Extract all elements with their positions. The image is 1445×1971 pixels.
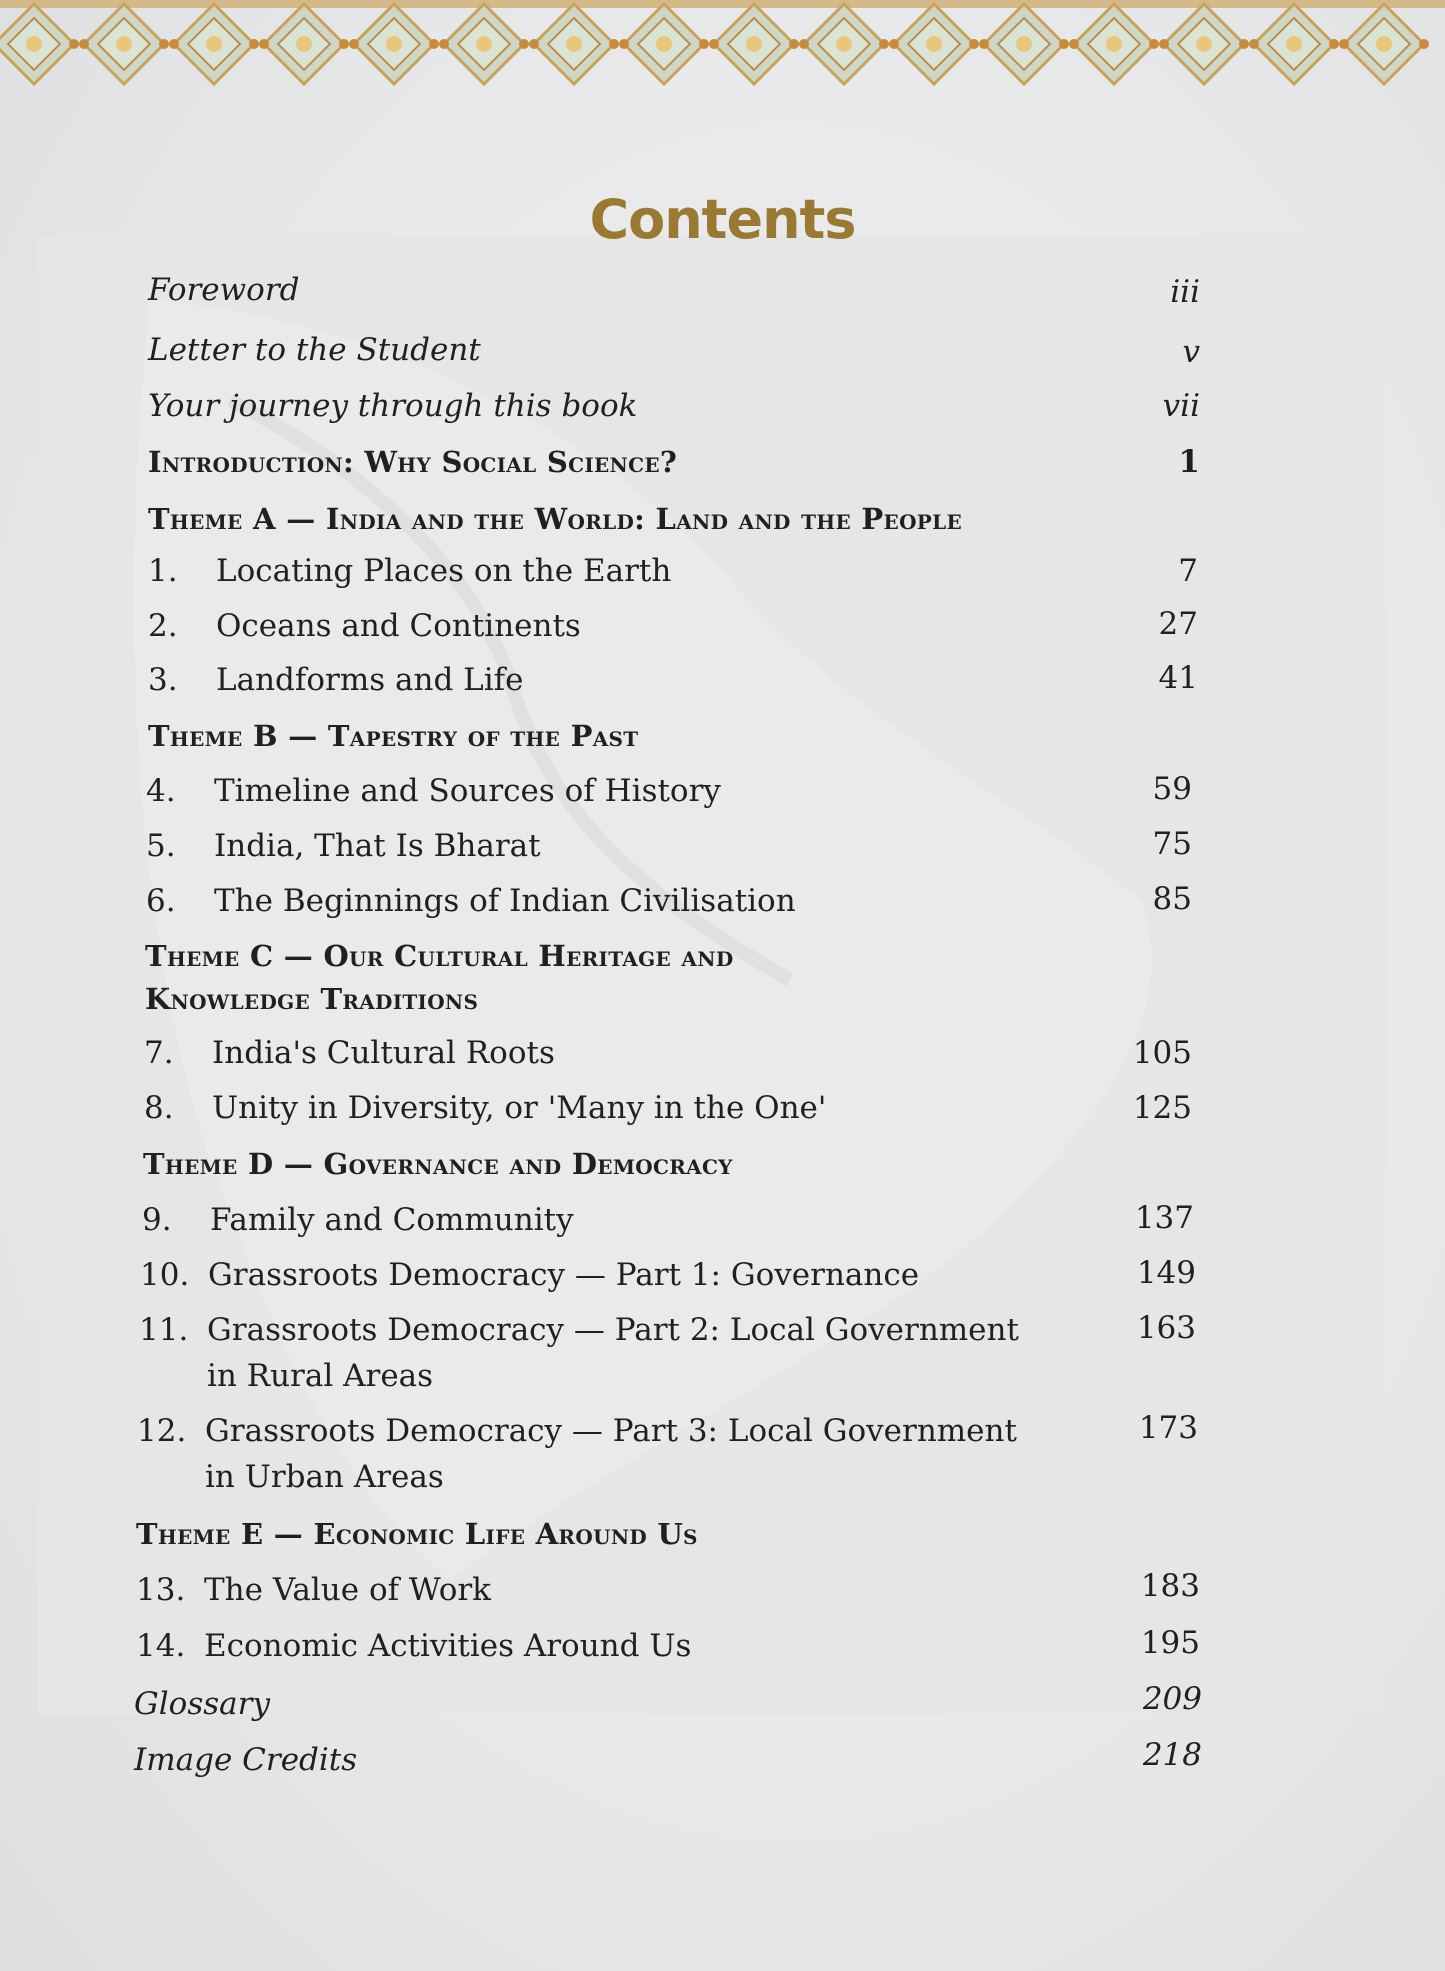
page-number: 183 (1140, 1568, 1200, 1604)
decorative-border (0, 0, 1445, 100)
page-number: 125 (1132, 1090, 1192, 1126)
theme-c-heading-line2: Knowledge Traditions (145, 982, 479, 1016)
toc-entry-introduction: Introduction: Why Social Science? (148, 445, 678, 479)
theme-d-heading: Theme D — Governance and Democracy (143, 1147, 733, 1181)
page-number: vii (1162, 388, 1200, 424)
theme-c-heading: Theme C — Our Cultural Heritage and (145, 939, 734, 973)
page-number: 27 (1158, 606, 1198, 642)
chapter-title-continued: in Rural Areas (207, 1358, 434, 1394)
page-number: 163 (1136, 1310, 1196, 1346)
page-number: 7 (1178, 553, 1198, 589)
page-number: 173 (1138, 1410, 1198, 1446)
theme-e-heading: Theme E — Economic Life Around Us (136, 1517, 698, 1551)
page-number: 41 (1158, 660, 1198, 696)
page-number: 1 (1178, 444, 1200, 480)
page-number: 209 (1142, 1681, 1202, 1717)
page-number: 85 (1152, 881, 1192, 917)
chapter-title-continued: in Urban Areas (205, 1459, 444, 1495)
page-number: 137 (1134, 1200, 1194, 1236)
theme-b-heading: Theme B — Tapestry of the Past (148, 719, 639, 753)
page-number: 105 (1132, 1035, 1192, 1071)
page-number: v (1182, 334, 1200, 370)
page-number: 59 (1152, 771, 1192, 807)
theme-a-heading: Theme A — India and the World: Land and the People (148, 502, 963, 536)
page-title: Contents (589, 188, 856, 251)
page-number: 218 (1142, 1737, 1202, 1773)
page-number: iii (1170, 274, 1200, 310)
page-number: 75 (1152, 826, 1192, 862)
page-number: 195 (1140, 1625, 1200, 1661)
page-number: 149 (1136, 1255, 1196, 1291)
